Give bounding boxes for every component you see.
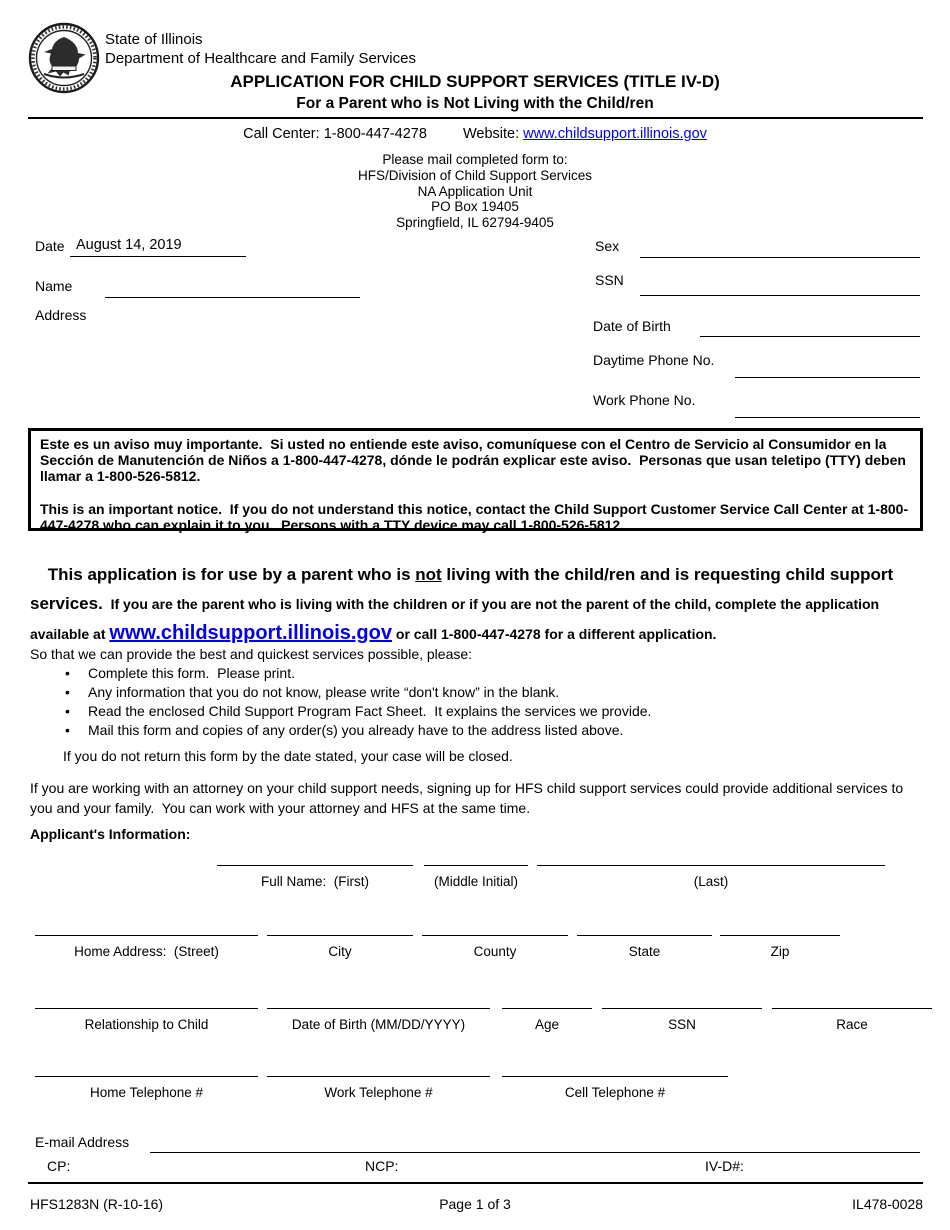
state-field-line[interactable] xyxy=(577,935,712,936)
intro-small-part2: or call 1-800-447-4278 for a different application. xyxy=(392,626,717,642)
work-phone-field-line2[interactable] xyxy=(267,1076,490,1077)
agency-line-2: Department of Healthcare and Family Services xyxy=(105,50,416,67)
city-field-line[interactable] xyxy=(267,935,413,936)
bullet-item: Mail this form and copies of any order(s) you already have to the address listed above. xyxy=(88,722,624,738)
bullet-item: Complete this form. Please print. xyxy=(88,665,295,681)
applicant-ssn-label: SSN xyxy=(668,1017,696,1032)
city-label: City xyxy=(328,944,352,959)
name-field-line[interactable] xyxy=(105,297,360,298)
date-value[interactable]: August 14, 2019 xyxy=(76,237,182,253)
name-label: Name xyxy=(35,278,73,294)
dob-field-line[interactable] xyxy=(700,336,920,337)
work-phone-label: Work Phone No. xyxy=(593,392,696,408)
mailing-line: Springfield, IL 62794-9405 xyxy=(396,215,554,231)
mailing-intro: Please mail completed form to: xyxy=(382,152,568,167)
website-label: Website: xyxy=(462,126,520,142)
notice-spanish: Este es un aviso muy importante. Si usted no entiende este aviso, comuníquese con el Centro de Servicio al Consumidor en la Sección de Manutención de Niños a 1-800-447-4278, dónde le podrán explicar este aviso. Personas que usan teletipo (TTY) deben llamar a 1-800-526-5812. xyxy=(40,436,910,485)
notice-english: This is an important notice. If you do not understand this notice, contact the Child Support Customer Service Call Center at 1-800-447-4278 who can explain it to you. Persons with a TTY device may call 1-800-526-5812. xyxy=(40,500,909,533)
ssn-field-line[interactable] xyxy=(640,295,920,296)
cell-phone-field-line[interactable] xyxy=(502,1076,728,1077)
instructions-lead: So that we can provide the best and quickest services possible, please: xyxy=(30,646,473,662)
form-number: HFS1283N (R-10-16) xyxy=(30,1196,164,1212)
county-field-line[interactable] xyxy=(422,935,568,936)
work-phone-field-line[interactable] xyxy=(735,417,920,418)
cp-label: CP: xyxy=(47,1158,71,1174)
intro-small-part1: If you are the parent who is living with the children or if you are not the parent of the child, complete the application available at xyxy=(30,596,883,642)
age-label: Age xyxy=(534,1017,560,1032)
form-subtitle: For a Parent who is Not Living with the Child/ren xyxy=(296,95,654,112)
form-title: APPLICATION FOR CHILD SUPPORT SERVICES (TITLE IV-D) xyxy=(230,72,720,91)
last-name-field-line[interactable] xyxy=(537,865,885,866)
dob-label: Date of Birth xyxy=(593,318,671,334)
ssn-label: SSN xyxy=(595,272,624,288)
website-link[interactable]: www.childsupport.illinois.gov xyxy=(523,126,707,142)
intro-underlined-not: not xyxy=(415,565,442,584)
age-field-line[interactable] xyxy=(502,1008,592,1009)
mailing-line: PO Box 19405 xyxy=(431,199,519,215)
mailing-line: HFS/Division of Child Support Services xyxy=(357,167,593,183)
ivd-label: IV-D#: xyxy=(705,1158,744,1174)
applicant-ssn-field-line[interactable] xyxy=(602,1008,762,1009)
applicant-info-heading: Applicant's Information: xyxy=(30,826,191,842)
address-label: Address xyxy=(35,307,87,323)
bullet-icon: • xyxy=(65,703,70,719)
email-field-line[interactable] xyxy=(150,1152,920,1153)
email-label: E-mail Address xyxy=(35,1134,130,1150)
relationship-field-line[interactable] xyxy=(35,1008,258,1009)
zip-label: Zip xyxy=(770,944,790,959)
childsupport-link[interactable]: www.childsupport.illinois.gov xyxy=(109,622,392,644)
footer-divider xyxy=(28,1182,923,1184)
date-label: Date xyxy=(35,238,65,254)
daytime-phone-field-line[interactable] xyxy=(735,377,920,378)
intro-big-part1: This application is for use by a parent who is xyxy=(47,565,416,584)
attorney-paragraph: If you are working with an attorney on your child support needs, signing up for HFS child support services could provide additional services to you and your family. You can work with your attorney and HFS at the same time. xyxy=(30,780,908,816)
call-center-text: Call Center: 1-800-447-4278 xyxy=(243,126,427,142)
cell-phone-label: Cell Telephone # xyxy=(564,1085,666,1100)
page-number: Page 1 of 3 xyxy=(439,1196,511,1212)
first-name-field-line[interactable] xyxy=(217,865,413,866)
county-label: County xyxy=(473,944,517,959)
doc-number: IL478-0028 xyxy=(852,1196,923,1212)
date-field-line[interactable] xyxy=(70,256,246,257)
sex-label: Sex xyxy=(595,238,620,254)
middle-initial-label: (Middle Initial) xyxy=(433,874,519,889)
contact-line xyxy=(0,126,950,142)
applicant-dob-field-line[interactable] xyxy=(267,1008,490,1009)
zip-field-line[interactable] xyxy=(720,935,840,936)
agency-line-1: State of Illinois xyxy=(105,31,203,48)
bullet-icon: • xyxy=(65,665,70,681)
work-phone-label2: Work Telephone # xyxy=(324,1085,433,1100)
applicant-dob-label: Date of Birth (MM/DD/YYYY) xyxy=(291,1017,466,1032)
street-field-line[interactable] xyxy=(35,935,258,936)
mailing-address-block xyxy=(0,152,950,231)
first-name-label: Full Name: (First) xyxy=(261,874,369,889)
bullet-item: Read the enclosed Child Support Program Fact Sheet. It explains the services we provide. xyxy=(88,703,652,719)
mailing-line: NA Application Unit xyxy=(417,183,533,199)
header-divider xyxy=(28,117,923,119)
state-label: State xyxy=(628,944,661,959)
bullet-icon: • xyxy=(65,722,70,738)
street-label: Home Address: (Street) xyxy=(74,944,219,959)
relationship-label: Relationship to Child xyxy=(84,1017,209,1032)
daytime-phone-label: Daytime Phone No. xyxy=(593,352,715,368)
middle-initial-field-line[interactable] xyxy=(424,865,528,866)
return-warning: If you do not return this form by the date stated, your case will be closed. xyxy=(63,748,513,764)
bullet-icon: • xyxy=(65,684,70,700)
last-name-label: (Last) xyxy=(693,874,729,889)
race-label: Race xyxy=(836,1017,868,1032)
sex-field-line[interactable] xyxy=(640,257,920,258)
home-phone-label: Home Telephone # xyxy=(89,1085,204,1100)
intro-big-part2: living with the child/ren and is requesting child support services. xyxy=(30,565,898,613)
bullet-item: Any information that you do not know, please write “don't know” in the blank. xyxy=(88,684,560,700)
ncp-label: NCP: xyxy=(365,1158,399,1174)
important-notice-box xyxy=(28,428,923,531)
race-field-line[interactable] xyxy=(772,1008,932,1009)
home-phone-field-line[interactable] xyxy=(35,1076,258,1077)
